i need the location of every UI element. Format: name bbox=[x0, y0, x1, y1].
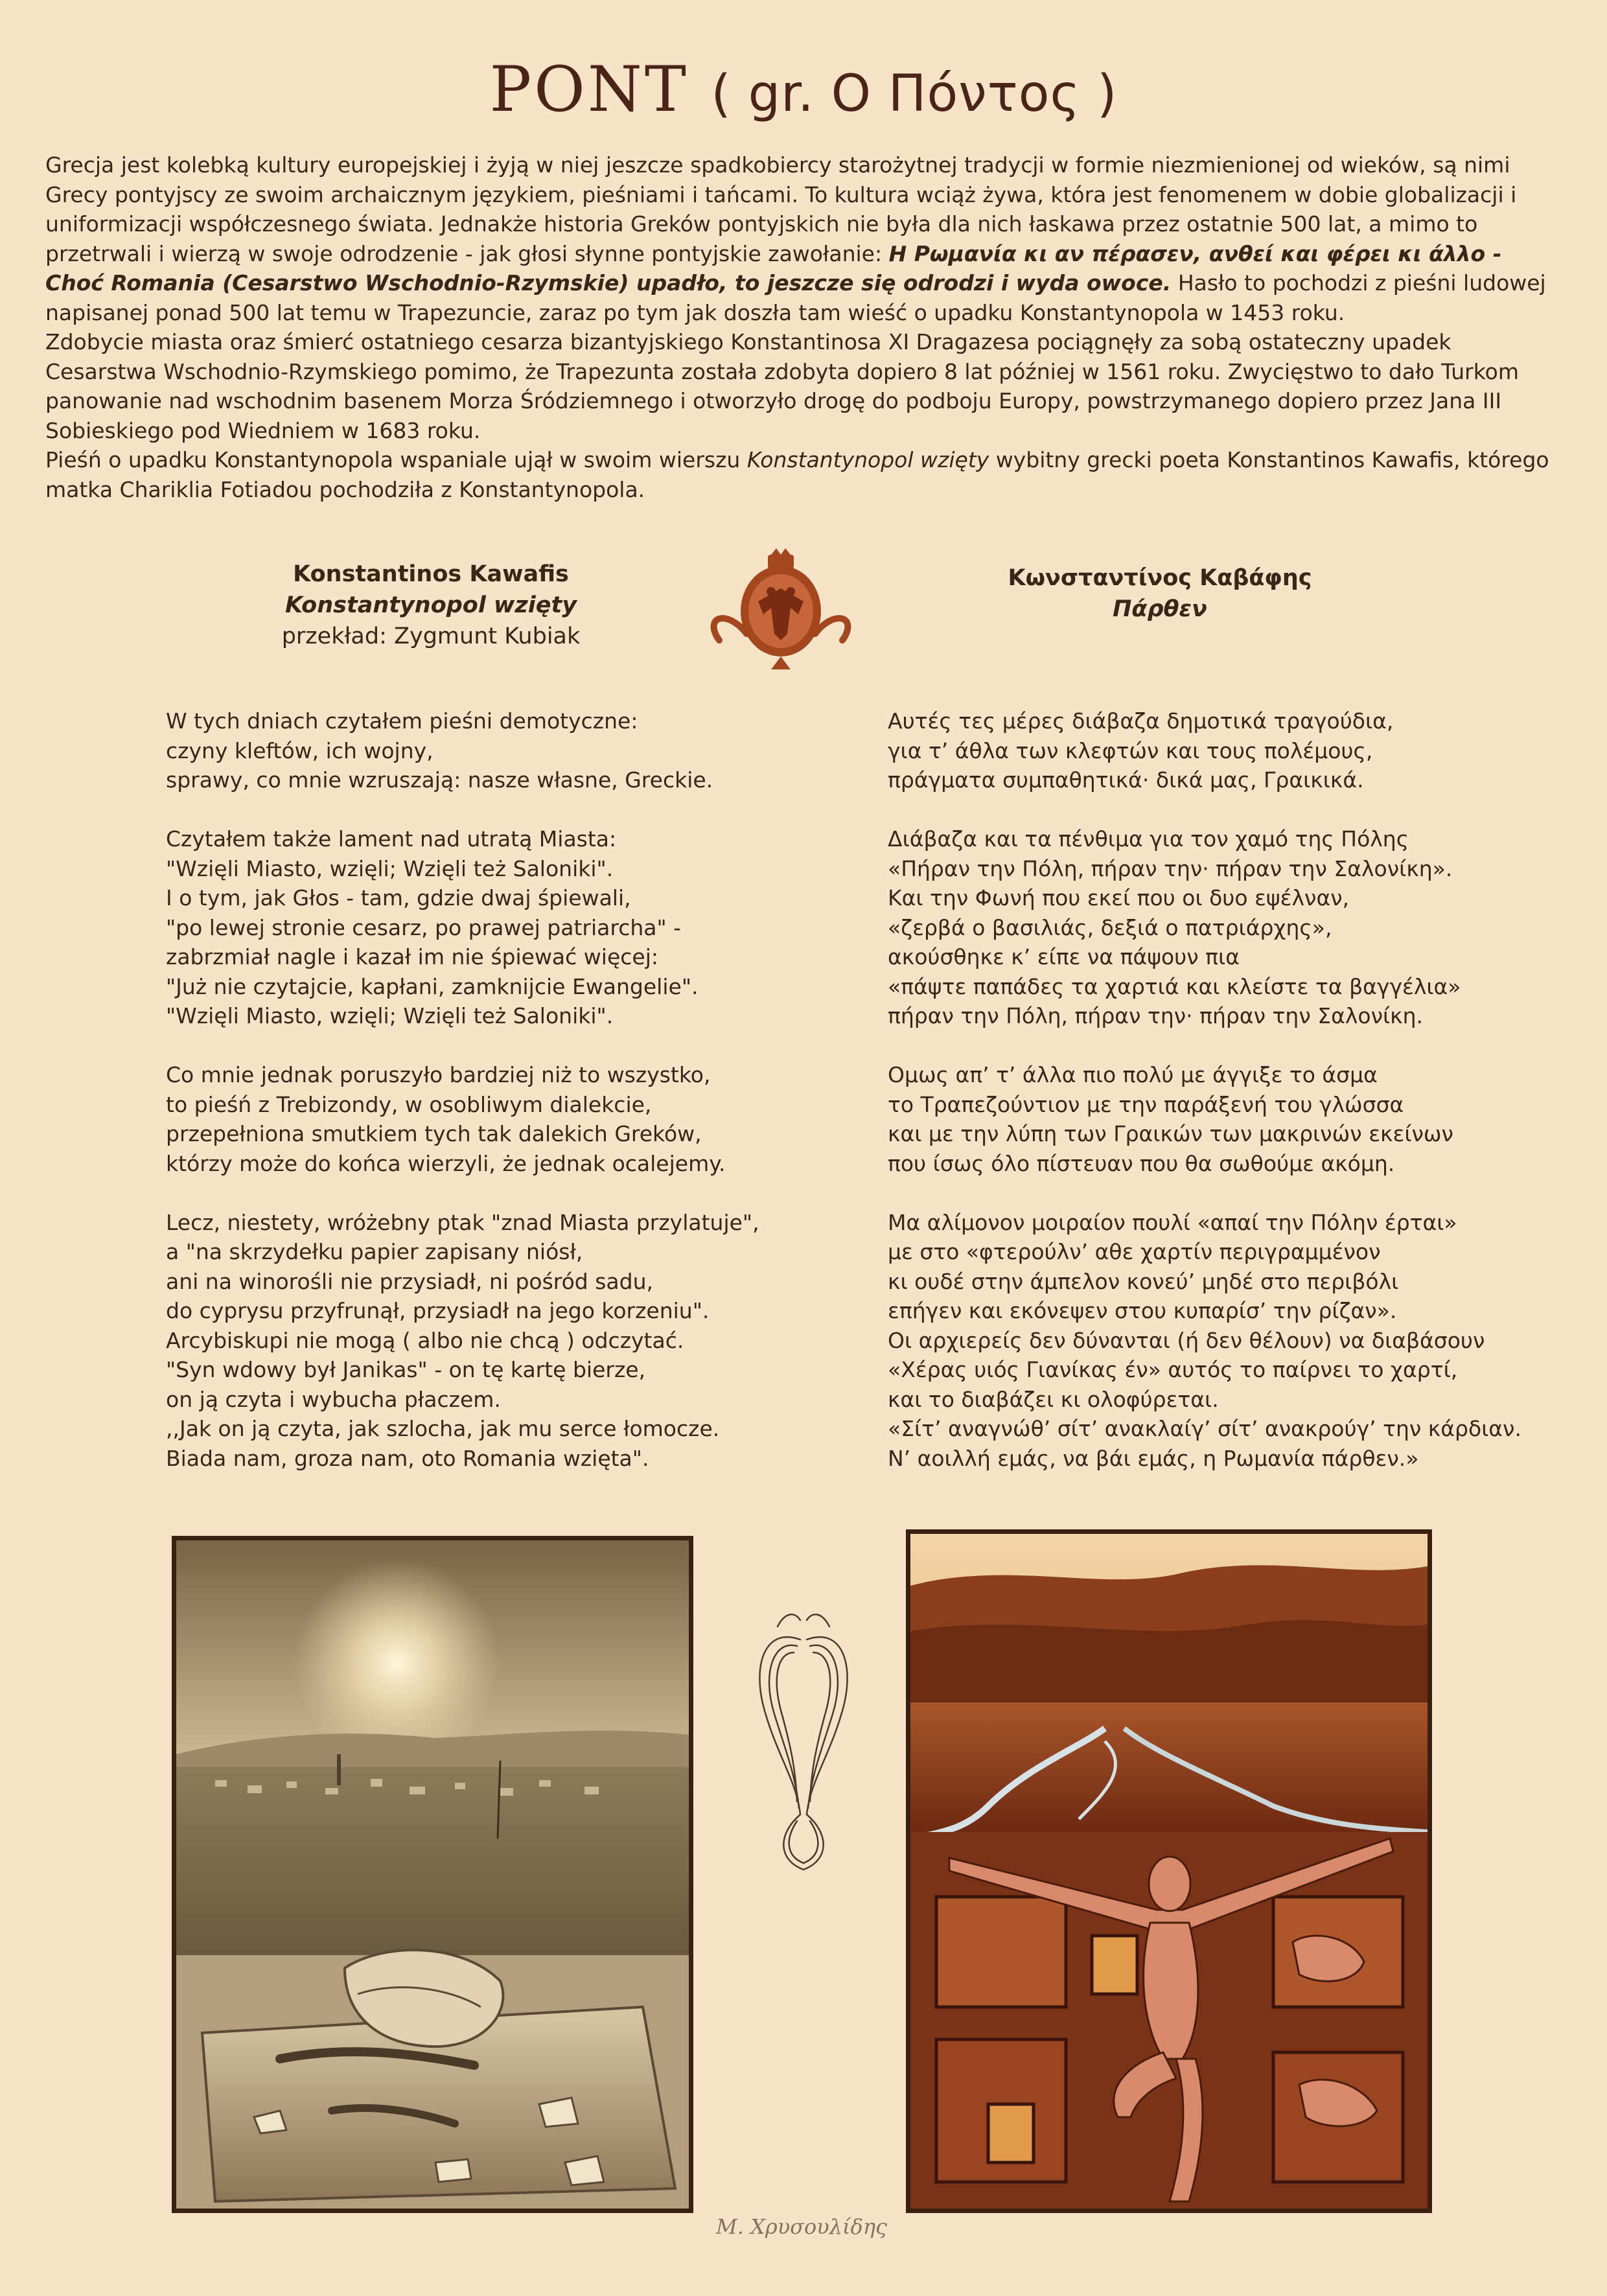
sepia-artwork bbox=[176, 1540, 689, 2209]
poem-pl-stanza-4: Lecz, niestety, wróżebny ptak "znad Miasta przylatuje", a "na skrzydełku papier zapisany niósł, ani na winorośli nie przysiadł, ni pośród sadu, do cyprysu przyfrunął, przysiadł na jego korzeniu". Arcybiskupi nie mogą ( albo nie chcą ) odczytać. "Syn wdowy był Janikas" - on tę kartę bierze, on ją czyta i wybucha płaczem. ,,Jak on ją czyta, jak szlocha, jak mu serce łomocze. Biada nam, groza nam, oto Romania wzięta". bbox=[166, 1209, 759, 1471]
title-sub: ( gr. Ο Πόντος ) bbox=[711, 65, 1118, 123]
sepia-landscape-sculpture-image bbox=[172, 1536, 693, 2213]
page-title bbox=[0, 53, 1607, 126]
poem-gr-stanza-2: Διάβαζα και τα πένθιμα για τον χαμό της Πόλης «Πήραν την Πόλη, πήραν την· πήραν την Σαλονίκη». Και την Φωνή που εκεί που οι δυο εψέλναν, «ζερβά ο βασιλιάς, δεξιά ο πατριάρχης», ακούσθηκε κ’ είπε να πάψουν πια «πάψτε παπάδες τα χαρτιά και κλείστε τα βαγγέλια» πήραν την Πόλη, πήραν την· πήραν την Σαλονίκη. bbox=[888, 826, 1461, 1028]
intro-paragraph-1: Grecja jest kolebką kultury europejskiej i żyją w niej jeszcze spadkobiercy starożytnej tradycji w formie niezmienionej od wieków, są nimi Grecy pontyjscy ze swoim archaicznym językiem, pieśniami i tańcami. To kultura wciąż żywa, która jest fenomenem w dobie globalizacji i uniformizacji współczesnego świata. Jednakże historia Greków pontyjskich nie była dla nich łaskawa przez ostatnie 500 lat, a mimo to przetrwali i wierzą w swoje odrodzenie - jak głosi słynne pontyjskie zawołanie: Η Ρωμανία κι αν πέρασεν, ανθεί και φέρει κι άλλο - Choć Romania (Cesarstwo Wschodnio-Rzymskie) upadło, to jeszcze się odrodzi i wyda owoce. Hasło to pochodzi z pieśni ludowej napisanej ponad 500 lat temu w Trapezuncie, zaraz po tym jak doszła tam wieść o upadku Konstantynopola w 1453 roku. bbox=[45, 152, 1546, 325]
poem-gr-header bbox=[920, 562, 1400, 625]
poem-pl-stanza-1: W tych dniach czytałem pieśni demotyczne: czyny kleftów, ich wojny, sprawy, co mnie wzruszają: nasze własne, Greckie. bbox=[166, 708, 713, 793]
poem-gr-stanza-4: Μα αλίμονον μοιραίον πουλί «απαί την Πόλην έρται» με στο «φτερούλν’ αθε χαρτίν περιγραμμένον κι ουδέ στην άμπελον κονεύ’ μηδέ στο περιβόλι επήγεν και εκόνεψεν στου κυπαρίσ’ την ρίζαν». Οι αρχιερείς δεν δύνανται (ή δεν θέλουν) να διαβάσουν «Χέρας υιός Γιανίκας έν» αυτός το παίρνει το χαρτί, και το διαβάζει κι ολοφύρεται. «Σίτ’ αναγνώθ’ σίτ’ ανακλαίγ’ σίτ’ ανακρούγ’ την κάρδιαν. Ν’ αοιλλή εμάς, να βάι εμάς, η Ρωμανία πάρθεν.» bbox=[888, 1209, 1521, 1471]
poem-pl-body bbox=[166, 706, 759, 1473]
byzantine-eagle-emblem bbox=[706, 543, 855, 673]
poem-gr-author: Κωνσταντίνος Καβάφης bbox=[1008, 565, 1312, 591]
intro-text bbox=[45, 150, 1562, 504]
poem-pl-author: Konstantinos Kawafis bbox=[293, 561, 569, 587]
poem-gr-body bbox=[888, 706, 1536, 1473]
poem-pl-translator: przekład: Zygmunt Kubiak bbox=[281, 623, 581, 649]
poem-pl-stanza-3: Co mnie jednak poruszyło bardziej niż to wszystko, to pieśń z Trebizondy, w osobliwym dialekcie, przepełniona smutkiem tych tak dalekich Greków, którzy może do końca wierzyli, że jednak ocalejemy. bbox=[166, 1062, 726, 1176]
poem-pl-title: Konstantynopol wzięty bbox=[284, 592, 577, 618]
poem-gr-stanza-3: Ομως απ’ τ’ άλλα πιο πολύ με άγγιξε το άσμα το Τραπεζούντιον με την παράξενή του γλώσσα και με την λύπη των Γραικών των μακρινών εκείνων που ίσως όλο πίστευαν που θα σωθούμε ακόμη. bbox=[888, 1062, 1453, 1176]
title-main: PONT bbox=[489, 53, 689, 126]
pontic-motto: Η Ρωμανία κι αν πέρασεν, ανθεί και φέρει κι άλλο - Choć Romania (Cesarstwo Wschodnio-Rzymskie) upadło, to jeszcze się odrodzi i wyda owoce. bbox=[45, 240, 1502, 296]
poem-pl-stanza-2: Czytałem także lament nad utratą Miasta: "Wzięli Miasto, wzięli; Wzięli też Saloniki". I o tym, jak Głos - tam, gdzie dwaj śpiewali, "po lewej stronie cesarz, po prawej patriarcha" - zabrzmiał nagle i kazał im nie śpiewać więcej: "Już nie czytajcie, kapłani, zamknijcie Ewangelie". "Wzięli Miasto, wzięli; Wzięli też Saloniki". bbox=[166, 826, 699, 1028]
poem-title-reference: Konstantynopol wzięty bbox=[746, 447, 989, 472]
wings-drawing bbox=[739, 1601, 868, 1879]
intro-paragraph-3: Pieśń o upadku Konstantynopola wspaniale ujął w swoim wierszu Konstantynopol wzięty wybitny grecki poeta Konstantinos Kawafis, którego matka Chariklia Fotiadou pochodziła z Konstantynopola. bbox=[45, 447, 1549, 502]
crucifixion-landscape-painting bbox=[906, 1529, 1432, 2213]
artist-signature: Μ. Χρυσουλίδης bbox=[716, 2214, 887, 2239]
poem-gr-stanza-1: Αυτές τες μέρες διάβαζα δημοτικά τραγούδια, για τ’ άθλα των κλεφτών και τους πολέμους, πράγματα συμπαθητικά· δικά μας, Γραικικά. bbox=[888, 708, 1394, 793]
intro-paragraph-2: Zdobycie miasta oraz śmierć ostatniego cesarza bizantyjskiego Konstantinosa XI Dragazesa pociągnęły za sobą ostateczny upadek Cesarstwa Wschodnio-Rzymskiego pomimo, że Trapezunta została zdobyta dopiero 8 lat później w 1561 roku. Zwycięstwo to dało Turkom panowanie nad wschodnim basenem Morza Śródziemnego i otworzyło drogę do podboju Europy, powstrzymanego dopiero przez Jana III Sobieskiego pod Wiedniem w 1683 roku. bbox=[45, 329, 1520, 443]
poem-gr-title: Πάρθεν bbox=[1113, 596, 1207, 622]
poem-pl-header bbox=[214, 559, 648, 652]
painting-artwork bbox=[910, 1534, 1428, 2209]
